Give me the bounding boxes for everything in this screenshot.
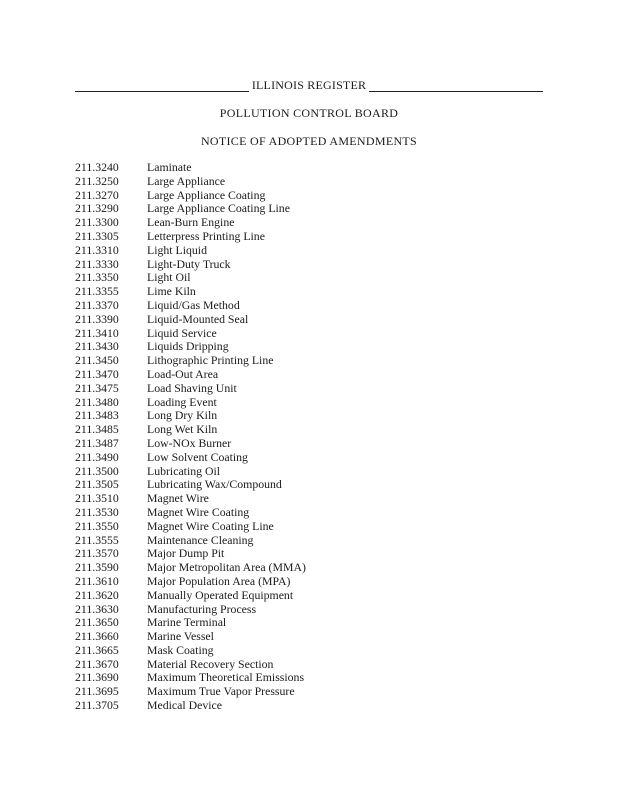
section-row [75, 202, 495, 216]
section-term: Mask Coating [147, 642, 214, 657]
section-number: 211.3300 [75, 215, 119, 230]
section-term: Magnet Wire [147, 491, 209, 506]
section-row [75, 589, 495, 603]
section-term: Liquid/Gas Method [147, 297, 240, 312]
section-row [75, 285, 495, 299]
section-number: 211.3665 [75, 642, 119, 657]
section-row [75, 340, 495, 354]
section-number: 211.3550 [75, 518, 119, 533]
section-term: Maximum Theoretical Emissions [147, 670, 305, 685]
section-number: 211.3370 [75, 297, 119, 312]
section-term: Low-NOx Burner [147, 435, 232, 450]
section-row [75, 423, 495, 437]
section-number: 211.3670 [75, 656, 119, 671]
section-row [75, 575, 495, 589]
section-row [75, 465, 495, 479]
section-row [75, 244, 495, 258]
section-term: Maintenance Cleaning [147, 532, 254, 547]
section-number: 211.3500 [75, 463, 119, 478]
section-row [75, 506, 495, 520]
section-list [75, 161, 495, 713]
section-row [75, 313, 495, 327]
section-number: 211.3660 [75, 629, 119, 644]
section-term: Maximum True Vapor Pressure [147, 684, 295, 699]
section-row [75, 230, 495, 244]
section-number: 211.3305 [75, 228, 119, 243]
section-row [75, 161, 495, 175]
section-number: 211.3475 [75, 380, 119, 395]
section-term: Long Dry Kiln [147, 408, 218, 423]
section-term: Light Oil [147, 270, 191, 285]
section-number: 211.3505 [75, 477, 119, 492]
section-term: Letterpress Printing Line [147, 228, 265, 243]
section-term: Marine Vessel [147, 629, 214, 644]
register-header [75, 78, 543, 92]
section-term: Manufacturing Process [147, 601, 257, 616]
section-number: 211.3310 [75, 242, 119, 257]
section-row [75, 437, 495, 451]
section-term: Lubricating Oil [147, 463, 221, 478]
section-term: Light Liquid [147, 242, 207, 257]
section-term: Large Appliance Coating [147, 187, 266, 202]
section-row [75, 451, 495, 465]
section-number: 211.3483 [75, 408, 119, 423]
section-term: Laminate [147, 160, 192, 174]
section-number: 211.3570 [75, 546, 119, 561]
header-rule-left [75, 80, 249, 92]
section-row [75, 189, 495, 203]
section-row [75, 685, 495, 699]
section-number: 211.3590 [75, 560, 119, 575]
section-row [75, 561, 495, 575]
section-row [75, 547, 495, 561]
section-number: 211.3390 [75, 311, 119, 326]
section-number: 211.3240 [75, 160, 119, 174]
section-row [75, 327, 495, 341]
section-row [75, 216, 495, 230]
section-row [75, 534, 495, 548]
section-row [75, 368, 495, 382]
section-row [75, 492, 495, 506]
section-row [75, 671, 495, 685]
register-title: ILLINOIS REGISTER [251, 78, 367, 92]
section-term: Magnet Wire Coating Line [147, 518, 274, 533]
section-row [75, 616, 495, 630]
section-term: Load Shaving Unit [147, 380, 237, 395]
section-row [75, 271, 495, 285]
section-row [75, 644, 495, 658]
section-term: Major Dump Pit [147, 546, 225, 561]
section-term: Marine Terminal [147, 615, 227, 630]
section-term: Medical Device [147, 698, 223, 713]
section-term: Long Wet Kiln [147, 422, 218, 437]
section-term: Manually Operated Equipment [147, 587, 294, 602]
section-term: Load-Out Area [147, 366, 219, 381]
notice-title: NOTICE OF ADOPTED AMENDMENTS [200, 134, 418, 148]
section-number: 211.3290 [75, 201, 119, 216]
section-term: Large Appliance [147, 173, 226, 188]
section-term: Liquids Dripping [147, 339, 229, 354]
section-term: Large Appliance Coating Line [147, 201, 290, 216]
section-number: 211.3330 [75, 256, 119, 271]
section-number: 211.3480 [75, 394, 119, 409]
section-row [75, 396, 495, 410]
section-number: 211.3430 [75, 339, 119, 354]
section-term: Lithographic Printing Line [147, 353, 274, 368]
section-term: Major Population Area (MPA) [147, 573, 291, 588]
board-title: POLLUTION CONTROL BOARD [219, 106, 399, 120]
section-number: 211.3485 [75, 422, 119, 437]
section-row [75, 630, 495, 644]
section-row [75, 658, 495, 672]
section-term: Magnet Wire Coating [147, 504, 250, 519]
section-row [75, 382, 495, 396]
section-number: 211.3610 [75, 573, 119, 588]
section-term: Liquid-Mounted Seal [147, 311, 249, 326]
section-term: Lime Kiln [147, 284, 196, 299]
section-number: 211.3250 [75, 173, 119, 188]
section-number: 211.3355 [75, 284, 119, 299]
section-row [75, 520, 495, 534]
section-row [75, 299, 495, 313]
section-term: Light-Duty Truck [147, 256, 231, 271]
section-term: Lubricating Wax/Compound [147, 477, 282, 492]
section-row [75, 258, 495, 272]
header-rule-right [369, 80, 543, 92]
section-row [75, 478, 495, 492]
section-number: 211.3450 [75, 353, 119, 368]
section-term: Lean-Burn Engine [147, 215, 235, 230]
section-number: 211.3695 [75, 684, 119, 699]
section-number: 211.3630 [75, 601, 119, 616]
section-row [75, 699, 495, 713]
section-number: 211.3650 [75, 615, 119, 630]
section-number: 211.3270 [75, 187, 119, 202]
section-row [75, 603, 495, 617]
section-number: 211.3555 [75, 532, 119, 547]
section-term: Major Metropolitan Area (MMA) [147, 560, 306, 575]
section-row [75, 354, 495, 368]
section-number: 211.3470 [75, 366, 119, 381]
section-term: Liquid Service [147, 325, 217, 340]
section-row [75, 409, 495, 423]
section-number: 211.3530 [75, 504, 119, 519]
section-term: Material Recovery Section [147, 656, 274, 671]
section-number: 211.3620 [75, 587, 119, 602]
section-number: 211.3690 [75, 670, 119, 685]
section-number: 211.3350 [75, 270, 119, 285]
section-number: 211.3705 [75, 698, 119, 713]
section-number: 211.3490 [75, 449, 119, 464]
section-term: Low Solvent Coating [147, 449, 248, 464]
section-row [75, 175, 495, 189]
section-number: 211.3410 [75, 325, 119, 340]
section-number: 211.3487 [75, 435, 119, 450]
section-term: Loading Event [147, 394, 217, 409]
section-number: 211.3510 [75, 491, 119, 506]
